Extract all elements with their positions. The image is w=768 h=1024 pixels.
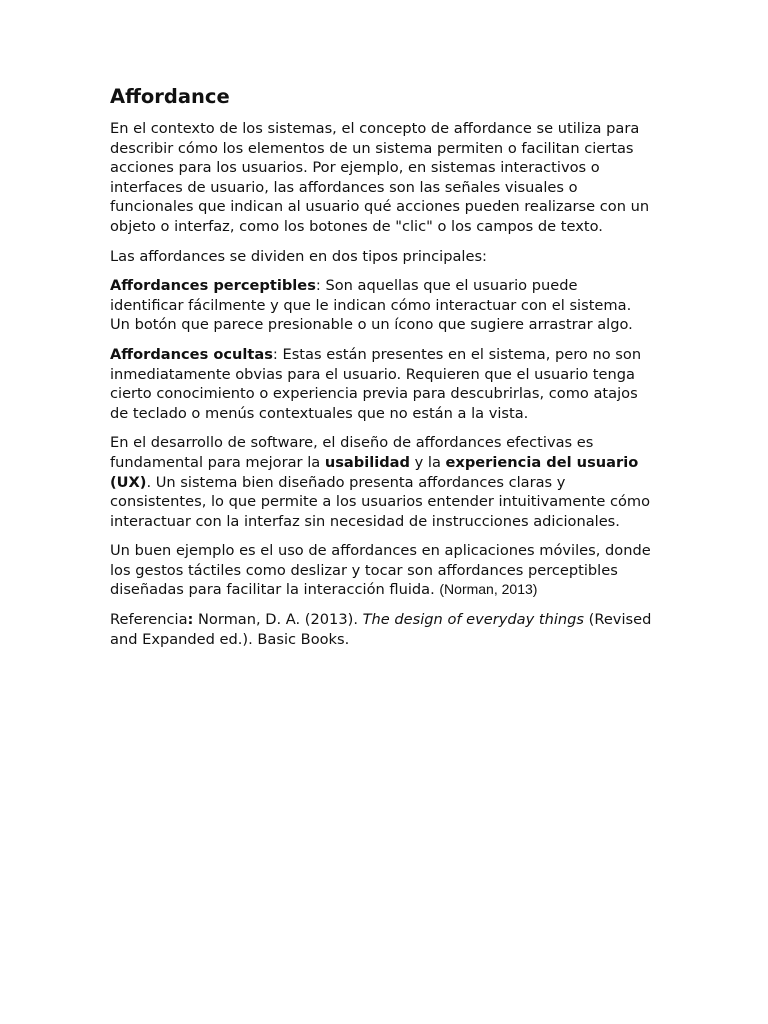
perceptible-affordances-paragraph (110, 276, 655, 335)
example-paragraph (110, 541, 655, 600)
hidden-affordances-paragraph (110, 345, 655, 423)
reference-colon: : (187, 611, 194, 629)
hidden-term: Affordances ocultas (110, 345, 273, 363)
usability-term: usabilidad (324, 453, 410, 471)
page-title: Affordance (110, 85, 230, 108)
types-intro-paragraph: Las affordances se dividen en dos tipos principales: (110, 247, 487, 265)
reference-paragraph (110, 610, 655, 649)
reference-text-1: Norman, D. A. (2013). (193, 611, 363, 629)
software-text-1: En el desarrollo de software, el diseño de affordances efectivas es fundamental para mejorar la (110, 434, 594, 471)
perceptible-text: : Son aquellas que el usuario puede identificar fácilmente y que le indican cómo interactuar con el sistema. Un botón que parece presionable o un ícono que sugiere arrastrar algo. (110, 277, 633, 334)
document-page (110, 84, 655, 659)
book-title: The design of everyday things (362, 611, 585, 629)
citation: (Norman, 2013) (439, 581, 538, 598)
example-text: Un buen ejemplo es el uso de affordances en aplicaciones móviles, donde los gestos táctiles como deslizar y tocar son affordances perceptibles diseñadas para facilitar la interacción fluida. (110, 542, 651, 599)
software-paragraph (110, 433, 655, 531)
software-text-3: . Un sistema bien diseñado presenta affordances claras y consistentes, lo que permite a los usuarios entender intuitivamente cómo interactuar con la interfaz sin necesidad de instrucciones adicionales. (110, 473, 651, 530)
software-text-2: y la (409, 453, 446, 471)
reference-label: Referencia (110, 611, 188, 629)
ux-term: experiencia del usuario (UX) (110, 453, 639, 491)
perceptible-term: Affordances perceptibles (110, 277, 316, 295)
hidden-text: : Estas están presentes en el sistema, pero no son inmediatamente obvias para el usuario. Requieren que el usuario tenga cierto conocimiento o experiencia previa para descubrirlas, como atajos de teclado o menús contextuales que no están a la vista. (110, 345, 642, 422)
intro-paragraph: En el contexto de los sistemas, el concepto de affordance se utiliza para describir cómo los elementos de un sistema permiten o facilitan ciertas acciones para los usuarios. Por ejemplo, en sistemas interactivos o interfaces de usuario, las affordances son las señales visuales o funcionales que indican al usuario qué acciones pueden realizarse con un objeto o interfaz, como los botones de "clic" o los campos de texto. (110, 120, 650, 235)
reference-text-2: (Revised and Expanded ed.). Basic Books. (110, 611, 652, 648)
